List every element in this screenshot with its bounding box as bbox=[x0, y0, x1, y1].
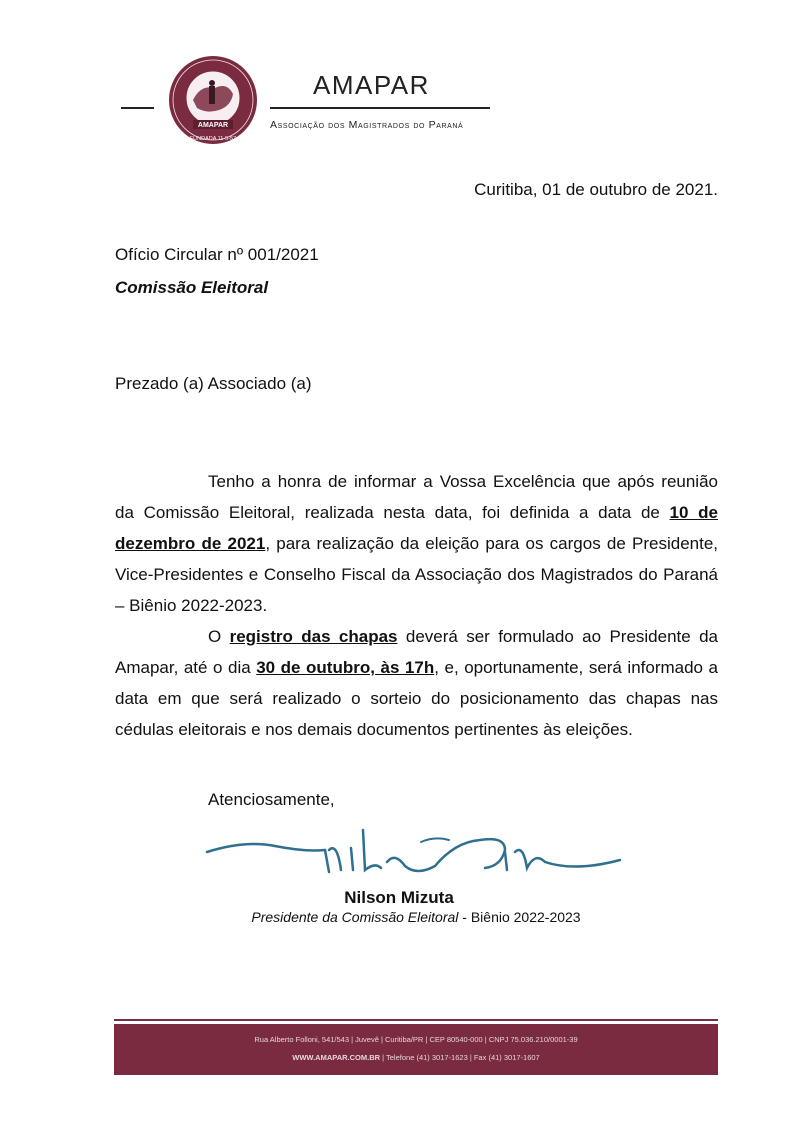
letter-closing: Atenciosamente, bbox=[208, 790, 335, 809]
signer-period: - Biênio 2022-2023 bbox=[458, 909, 581, 925]
svg-text:AMAPAR: AMAPAR bbox=[197, 122, 229, 129]
paragraph-2 bbox=[115, 621, 718, 745]
letter-reference: Ofício Circular nº 001/2021 bbox=[115, 245, 319, 264]
footer-rule bbox=[114, 1019, 718, 1021]
letter-salutation: Prezado (a) Associado (a) bbox=[115, 374, 312, 393]
p2-text-a: O bbox=[208, 627, 230, 646]
p2-text-b: deverá ser formulado ao Presidente da Amapar, até o dia bbox=[115, 627, 719, 677]
registration-term: registro das chapas bbox=[229, 627, 398, 646]
header-rule-left bbox=[121, 107, 154, 109]
footer-contacts: | Telefone (41) 3017-1623 | Fax (41) 3017-1607 bbox=[380, 1053, 540, 1062]
svg-text:FUNDADA 11-5-57: FUNDADA 11-5-57 bbox=[189, 136, 237, 142]
election-date: 10 de dezembro de 2021 bbox=[115, 503, 718, 553]
footer-contacts-line bbox=[114, 1053, 718, 1062]
registration-deadline: 30 de outubro, às 17h bbox=[256, 658, 435, 677]
signer-title bbox=[0, 909, 794, 925]
letter-body bbox=[115, 466, 718, 745]
paragraph-1 bbox=[115, 466, 718, 621]
brand-subtitle: Associação dos Magistrados do Paraná bbox=[270, 119, 464, 131]
footer-band bbox=[114, 1024, 718, 1075]
signer-name: Nilson Mizuta bbox=[344, 888, 454, 907]
p1-text-b: , para realização da eleição para os cargos de Presidente, Vice-Presidentes e Conselho Fiscal da Associação dos Magistrados do Paraná – Biênio 2022-2023. bbox=[115, 534, 718, 615]
brand-name: AMAPAR bbox=[313, 70, 430, 100]
footer-website[interactable]: WWW.AMAPAR.COM.BR bbox=[292, 1053, 381, 1062]
signer-role: Presidente da Comissão Eleitoral bbox=[251, 909, 459, 925]
amapar-seal-logo bbox=[163, 54, 263, 150]
letter-date: Curitiba, 01 de outubro de 2021. bbox=[474, 180, 718, 199]
handwritten-signature bbox=[205, 822, 625, 892]
letter-commission: Comissão Eleitoral bbox=[115, 278, 269, 297]
header-rule-right bbox=[270, 107, 490, 109]
p1-text-a: Tenho a honra de informar a Vossa Excelência que após reunião da Comissão Eleitoral, realizada nesta data, foi definida a data de bbox=[115, 472, 718, 522]
p2-text-c: , e, oportunamente, será informado a data em que será realizado o sorteio do posicionamento das chapas nas cédulas eleitorais e nos demais documentos pertinentes às eleições. bbox=[115, 658, 718, 739]
footer-address: Rua Alberto Folloni, 541/543 | Juvevê | Curitiba/PR | CEP 80540-000 | CNPJ 75.036.210/0001-39 bbox=[254, 1035, 578, 1044]
